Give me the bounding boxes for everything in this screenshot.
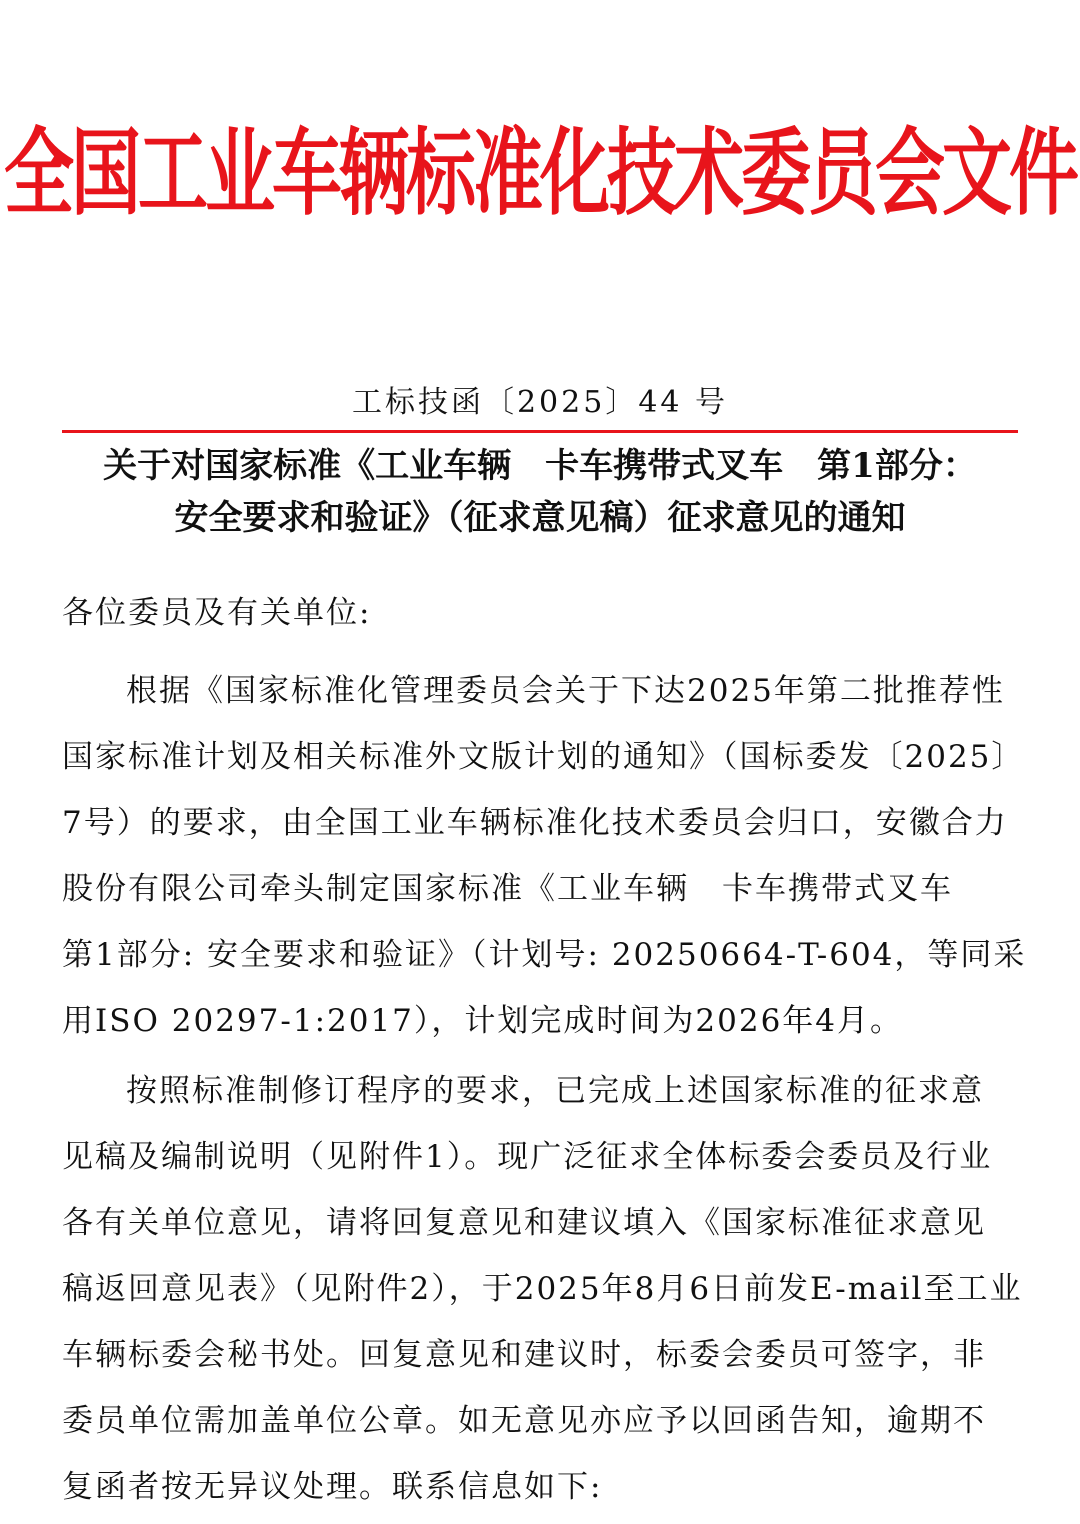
notice-title [0,440,1080,544]
paragraph-1-line: 国家标准计划及相关标准外文版计划的通知》（国标委发〔2025〕 [62,739,1025,775]
paragraph-1-line: 用ISO 20297-1:2017），计划完成时间为2026年4月。 [62,1003,904,1039]
paragraph-1 [62,658,1027,1054]
document-header-title: 全国工业车辆标准化技术委员会文件 [4,117,1076,229]
paragraph-2-line: 稿返回意见表》（见附件2），于2025年8月6日前发E-mail至工业 [62,1271,1023,1307]
paragraph-1-line: 股份有限公司牵头制定国家标准《工业车辆 卡车携带式叉车 [62,871,953,907]
header-divider [62,430,1018,433]
salutation: 各位委员及有关单位: [62,595,372,631]
document-number: 工标技函〔2025〕44 号 [351,385,729,420]
notice-title-line-2: 安全要求和验证》（征求意见稿）征求意见的通知 [174,498,906,538]
paragraph-1-line: 第1部分: 安全要求和验证》（计划号: 20250664-T-604，等同采 [62,937,1027,973]
paragraph-2 [62,1058,1022,1520]
paragraph-2-line: 各有关单位意见，请将回复意见和建议填入《国家标准征求意见 [62,1205,986,1241]
paragraph-1-line: 根据《国家标准化管理委员会关于下达2025年第二批推荐性 [126,673,1005,709]
notice-title-line-1: 关于对国家标准《工业车辆 卡车携带式叉车 第1部分： [103,446,977,486]
paragraph-2-line: 车辆标委会秘书处。回复意见和建议时，标委会委员可签字，非 [62,1337,986,1373]
paragraph-1-line: 7号）的要求，由全国工业车辆标准化技术委员会归口，安徽合力 [62,805,1008,841]
paragraph-2-line: 见稿及编制说明（见附件1）。现广泛征求全体标委会委员及行业 [62,1139,993,1175]
paragraph-2-line: 复函者按无异议处理。联系信息如下: [62,1469,603,1505]
document-body [62,580,1027,1524]
paragraph-2-line: 委员单位需加盖单位公章。如无意见亦应予以回函告知，逾期不 [62,1403,986,1439]
paragraph-2-line: 按照标准制修订程序的要求，已完成上述国家标准的征求意 [126,1073,984,1109]
